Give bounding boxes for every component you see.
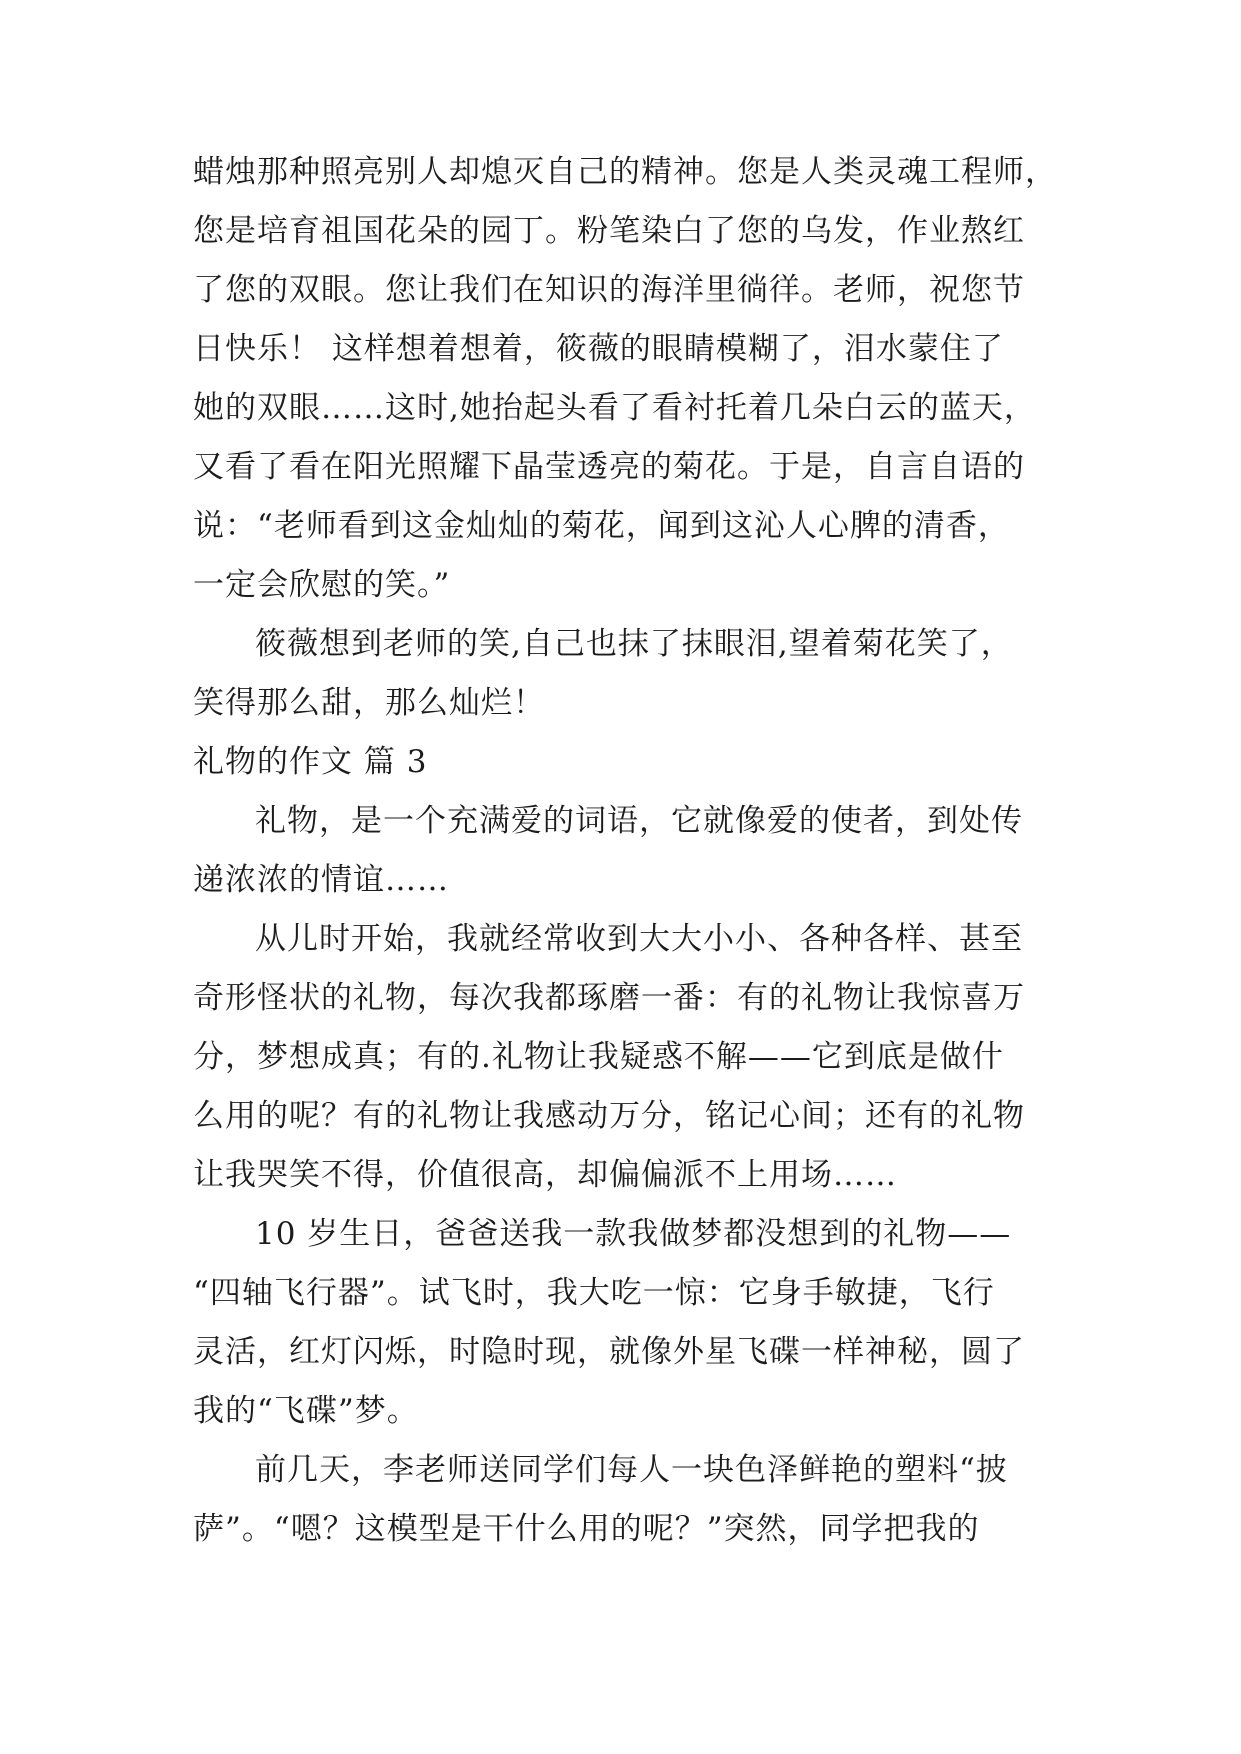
- text-line: 萨”。“嗯？这模型是干什么用的呢？”突然，同学把我的: [193, 1511, 980, 1547]
- section-heading: 礼物的作文 篇 3: [193, 744, 428, 780]
- text-line: 一定会欣慰的笑。”: [193, 567, 451, 603]
- text-line: 她的双眼……这时,她抬起头看了看衬托着几朵白云的蓝天，: [193, 390, 1036, 426]
- paragraph-first-line: 筱薇想到老师的笑,自己也抹了抹眼泪,望着菊花笑了，: [255, 626, 1013, 662]
- text-line: 日快乐！ 这样想着想着，筱薇的眼睛模糊了，泪水蒙住了: [193, 331, 1004, 367]
- text-line: 灵活，红灯闪烁，时隐时现，就像外星飞碟一样神秘，圆了: [193, 1334, 1025, 1370]
- paragraph-first-line: 从儿时开始，我就经常收到大大小小、各种各样、甚至: [255, 921, 1023, 957]
- text-line: 让我哭笑不得，价值很高，却偏偏派不上用场……: [193, 1157, 897, 1193]
- text-line: “四轴飞行器”。试飞时，我大吃一惊：它身手敏捷，飞行: [193, 1275, 995, 1311]
- text-line: 我的“飞碟”梦。: [193, 1393, 419, 1429]
- text-line: 递浓浓的情谊……: [193, 862, 449, 898]
- text-line: 奇形怪状的礼物，每次我都琢磨一番：有的礼物让我惊喜万: [193, 980, 1025, 1016]
- paragraph-first-line: 前几天，李老师送同学们每人一块色泽鲜艳的塑料“披: [255, 1452, 1008, 1488]
- paragraph-first-line: 10 岁生日，爸爸送我一款我做梦都没想到的礼物——: [255, 1216, 1012, 1252]
- text-line: 了您的双眼。您让我们在知识的海洋里徜徉。老师，祝您节: [193, 272, 1025, 308]
- text-line: 您是培育祖国花朵的园丁。粉笔染白了您的乌发，作业熬红: [193, 213, 1025, 249]
- text-line: 蜡烛那种照亮别人却熄灭自己的精神。您是人类灵魂工程师，: [193, 154, 1057, 190]
- text-line: 么用的呢？有的礼物让我感动万分，铭记心间；还有的礼物: [193, 1098, 1025, 1134]
- text-line: 说：“老师看到这金灿灿的菊花，闻到这沁人心脾的清香，: [193, 508, 1010, 544]
- text-line: 笑得那么甜，那么灿烂！: [193, 685, 545, 721]
- text-line: 又看了看在阳光照耀下晶莹透亮的菊花。于是，自言自语的: [193, 449, 1025, 485]
- paragraph-first-line: 礼物，是一个充满爱的词语，它就像爱的使者，到处传: [255, 803, 1023, 839]
- text-line: 分，梦想成真；有的.礼物让我疑惑不解——它到底是做什: [193, 1039, 1004, 1075]
